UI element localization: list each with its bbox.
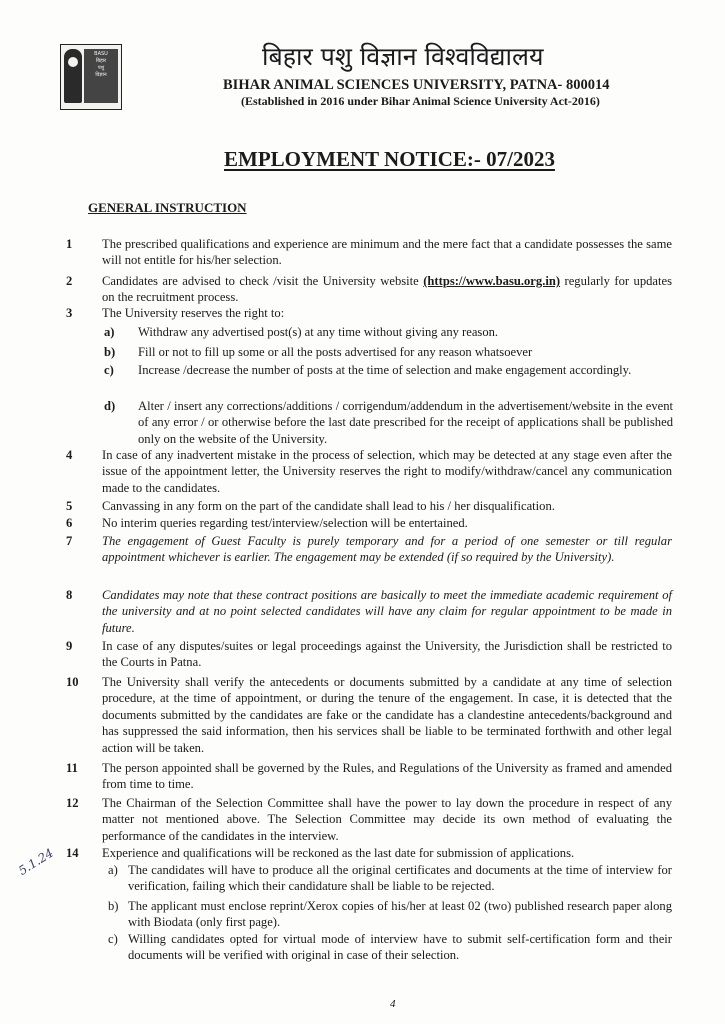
university-website-link[interactable]: (https://www.basu.org.in) [423, 274, 561, 288]
handwritten-signature: 5.1.24 [16, 845, 56, 878]
sub-item-label: a) [104, 325, 115, 339]
instruction-item: Canvassing in any form on the part of the candidate shall lead to his / her disqualification. [102, 499, 555, 513]
sub-item-label: d) [104, 399, 116, 413]
item-number: 10 [66, 675, 79, 689]
instruction-item: In case of any disputes/suites or legal proceedings against the University, the Jurisdiction shall be restricted to the Courts in Patna. [102, 639, 672, 670]
item-number: 7 [66, 534, 73, 548]
item-number: 9 [66, 639, 73, 653]
university-name-english: BIHAR ANIMAL SCIENCES UNIVERSITY, PATNA- 800014 [223, 77, 610, 93]
item-number: 4 [66, 448, 73, 462]
sub-item-label: c) [104, 363, 114, 377]
page-number: 4 [390, 998, 396, 1010]
item-text: Candidates are advised to check /visit the University website [102, 274, 424, 288]
item-number: 12 [66, 796, 79, 810]
sub-item-label: a) [108, 863, 118, 877]
instruction-item: The University shall verify the antecedents or documents submitted by a candidate at any time of selection procedure, at the time of appointment, or during the tenure of the engagement. In case, it is detected that the documents submitted by the candidates are fake or the candidate has a clandestine antecedents/background and has suppressed the said information, then his services shall be liable to be terminated forthwith and other legal action will be taken. [102, 675, 672, 755]
instruction-item: The Chairman of the Selection Committee shall have the power to lay down the procedure in respect of any matter not mentioned above. The Selection Committee may decide its own method of evaluating the performance of the candidates in the interview. [102, 796, 672, 843]
section-title: GENERAL INSTRUCTION [88, 200, 247, 215]
instruction-item: Candidates may note that these contract positions are basically to meet the immediate academic requirement of the university and at no point selected candidates will have any claim for regular appointment to be made in future. [102, 588, 672, 635]
instruction-item: The University reserves the right to: [102, 306, 285, 320]
sub-item-label: b) [104, 345, 116, 359]
instruction-item: Experience and qualifications will be reckoned as the last date for submission of applications. [102, 846, 575, 860]
emblem-icon [64, 49, 82, 103]
item-number: 3 [66, 306, 73, 320]
item-number: 5 [66, 499, 73, 513]
item-number: 1 [66, 237, 73, 251]
sub-item-label: b) [108, 899, 119, 913]
instruction-item: No interim queries regarding test/interview/selection will be entertained. [102, 516, 468, 530]
item-number: 6 [66, 516, 73, 530]
instruction-item: In case of any inadvertent mistake in the process of selection, which may be detected at any stage even after the issue of the appointment letter, the University reserves the right to modify/withdraw/cancel any communication made to the candidates. [102, 448, 672, 495]
notice-title: EMPLOYMENT NOTICE:- 07/2023 [224, 147, 555, 171]
instruction-item: The prescribed qualifications and experience are minimum and the mere fact that a candidate possesses the same will not entitle for his/her selection. [102, 237, 672, 268]
sub-item: The applicant must enclose reprint/Xerox copies of his/her at least 02 (two) published research paper along with Biodata (only first page). [128, 899, 672, 930]
university-name-hindi: बिहार पशु विज्ञान विश्वविद्यालय [262, 42, 544, 71]
item-number: 2 [66, 274, 73, 288]
instruction-item: The engagement of Guest Faculty is purely temporary and for a period of one semester or till regular appointment whichever is earlier. The engagement may be extended (if so required by the University). [102, 534, 672, 565]
sub-item-label: c) [108, 932, 118, 946]
establishment-line: (Established in 2016 under Bihar Animal Science University Act-2016) [241, 94, 600, 108]
sub-item: Withdraw any advertised post(s) at any time without giving any reason. [138, 325, 499, 339]
sub-item: Willing candidates opted for virtual mode of interview have to submit self-certification form and their documents will be verified with original in case of their selection. [128, 932, 672, 963]
instruction-item: The person appointed shall be governed by the Rules, and Regulations of the University as framed and amended from time to time. [102, 761, 672, 792]
sub-item: The candidates will have to produce all the original certificates and documents at the time of interview for verification, failing which their candidature shall be liable to be rejected. [128, 863, 672, 894]
sub-item: Fill or not to fill up some or all the posts advertised for any reason whatsoever [138, 345, 533, 359]
item-number: 14 [66, 846, 79, 860]
university-logo [60, 44, 122, 110]
sub-item: Increase /decrease the number of posts at the time of selection and make engagement accordingly. [138, 363, 632, 377]
instruction-item [102, 273, 672, 306]
item-number: 11 [66, 761, 78, 775]
item-number: 8 [66, 588, 73, 602]
sub-item: Alter / insert any corrections/additions / corrigendum/addendum in the advertisement/website in the event of any error / or otherwise before the last date prescribed for the receipt of applications shall be published only on the website of the University. [138, 399, 673, 446]
item-text: regularly for updates on the recruitment process. [102, 274, 673, 305]
logo-text: BASU बिहार पशु विज्ञान [84, 49, 118, 103]
